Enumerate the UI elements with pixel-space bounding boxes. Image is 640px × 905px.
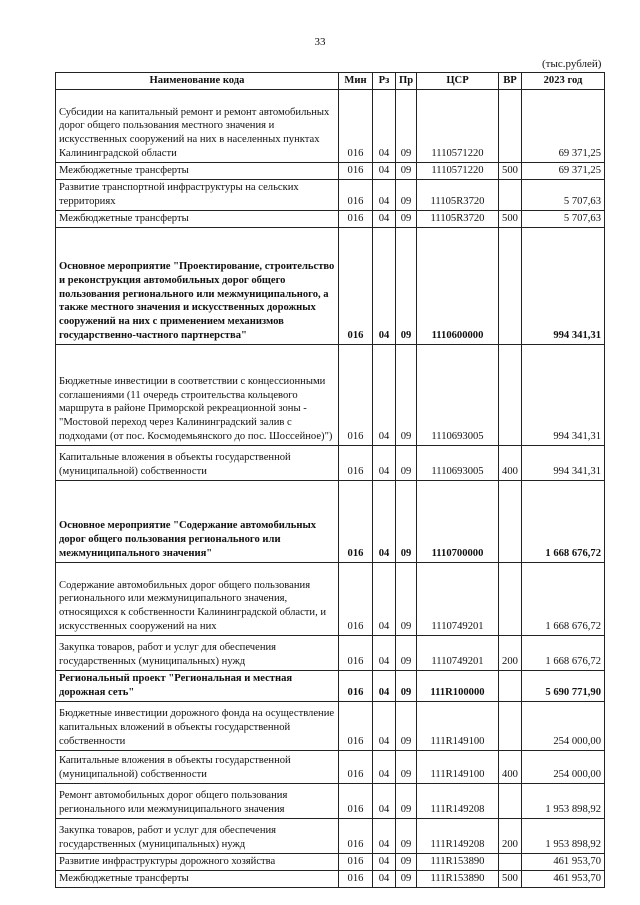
cell-min: 016 bbox=[339, 750, 373, 783]
cell-rz: 04 bbox=[373, 562, 396, 635]
cell-rz: 04 bbox=[373, 670, 396, 701]
cell-vr bbox=[499, 562, 522, 635]
cell-csr: 1110571220 bbox=[417, 162, 499, 179]
cell-vr bbox=[499, 701, 522, 750]
cell-rz: 04 bbox=[373, 344, 396, 445]
cell-amount: 254 000,00 bbox=[522, 750, 605, 783]
cell-min: 016 bbox=[339, 670, 373, 701]
cell-csr: 111R153890 bbox=[417, 870, 499, 887]
cell-csr: 111R149100 bbox=[417, 750, 499, 783]
cell-amount: 1 668 676,72 bbox=[522, 635, 605, 670]
cell-pr: 09 bbox=[396, 480, 417, 562]
cell-amount: 5 707,63 bbox=[522, 179, 605, 210]
cell-vr bbox=[499, 783, 522, 818]
cell-min: 016 bbox=[339, 480, 373, 562]
cell-pr: 09 bbox=[396, 89, 417, 162]
cell-vr bbox=[499, 670, 522, 701]
cell-csr: 1110600000 bbox=[417, 227, 499, 344]
cell-name: Основное мероприятие "Проектирование, строительство и реконструкция автомобильных дорог общего пользования регионального или межмуниципального, а также местного значения и искусственных дорожных сооружений на них с применением механизмов государственно-частного партнерства" bbox=[56, 227, 339, 344]
cell-rz: 04 bbox=[373, 480, 396, 562]
cell-pr: 09 bbox=[396, 562, 417, 635]
cell-pr: 09 bbox=[396, 227, 417, 344]
cell-name: Капитальные вложения в объекты государственной (муниципальной) собственности bbox=[56, 445, 339, 480]
units-label: (тыс.рублей) bbox=[542, 58, 602, 70]
cell-name: Капитальные вложения в объекты государственной (муниципальной) собственности bbox=[56, 750, 339, 783]
cell-vr: 500 bbox=[499, 210, 522, 227]
table-header-row bbox=[56, 73, 605, 90]
cell-rz: 04 bbox=[373, 179, 396, 210]
cell-min: 016 bbox=[339, 210, 373, 227]
table-row bbox=[56, 480, 605, 562]
cell-pr: 09 bbox=[396, 179, 417, 210]
cell-amount: 994 341,31 bbox=[522, 445, 605, 480]
cell-csr: 1110749201 bbox=[417, 562, 499, 635]
cell-amount: 1 668 676,72 bbox=[522, 480, 605, 562]
table-row bbox=[56, 445, 605, 480]
cell-csr: 111R149208 bbox=[417, 818, 499, 853]
cell-rz: 04 bbox=[373, 635, 396, 670]
cell-vr: 200 bbox=[499, 818, 522, 853]
cell-vr bbox=[499, 179, 522, 210]
cell-pr: 09 bbox=[396, 870, 417, 887]
cell-rz: 04 bbox=[373, 210, 396, 227]
cell-pr: 09 bbox=[396, 670, 417, 701]
cell-vr: 500 bbox=[499, 870, 522, 887]
cell-vr: 500 bbox=[499, 162, 522, 179]
cell-name: Бюджетные инвестиции в соответствии с концессионными соглашениями (11 очередь строительства кольцевого маршрута в районе Приморской рекреационной зоны - "Мостовой переход через Калининградский залив с подходами (от пос. Космодемьянского до пос. Шоссейное)") bbox=[56, 344, 339, 445]
cell-min: 016 bbox=[339, 344, 373, 445]
cell-amount: 69 371,25 bbox=[522, 89, 605, 162]
page-number: 33 bbox=[314, 36, 326, 48]
cell-pr: 09 bbox=[396, 818, 417, 853]
cell-name: Межбюджетные трансферты bbox=[56, 162, 339, 179]
cell-min: 016 bbox=[339, 818, 373, 853]
cell-name: Закупка товаров, работ и услуг для обеспечения государственных (муниципальных) нужд bbox=[56, 635, 339, 670]
cell-rz: 04 bbox=[373, 89, 396, 162]
header-pr: Пр bbox=[396, 73, 417, 90]
table-row bbox=[56, 635, 605, 670]
cell-amount: 5 707,63 bbox=[522, 210, 605, 227]
cell-vr bbox=[499, 480, 522, 562]
cell-name: Субсидии на капитальный ремонт и ремонт автомобильных дорог общего пользования местного значения и искусственных сооружений на них в населенных пунктах Калининградской области bbox=[56, 89, 339, 162]
cell-rz: 04 bbox=[373, 750, 396, 783]
cell-pr: 09 bbox=[396, 344, 417, 445]
cell-pr: 09 bbox=[396, 445, 417, 480]
cell-min: 016 bbox=[339, 853, 373, 870]
cell-csr: 111R149208 bbox=[417, 783, 499, 818]
cell-name: Содержание автомобильных дорог общего пользования регионального или межмуниципального значения, относящихся к собственности Калининградской области, и искусственных сооружений на них bbox=[56, 562, 339, 635]
cell-pr: 09 bbox=[396, 783, 417, 818]
cell-csr: 111R149100 bbox=[417, 701, 499, 750]
cell-rz: 04 bbox=[373, 870, 396, 887]
cell-csr: 111R153890 bbox=[417, 853, 499, 870]
cell-name: Развитие инфраструктуры дорожного хозяйства bbox=[56, 853, 339, 870]
cell-name: Ремонт автомобильных дорог общего пользования регионального или межмуниципального значения bbox=[56, 783, 339, 818]
cell-csr: 11105R3720 bbox=[417, 179, 499, 210]
cell-name: Межбюджетные трансферты bbox=[56, 870, 339, 887]
cell-amount: 69 371,25 bbox=[522, 162, 605, 179]
cell-vr bbox=[499, 89, 522, 162]
cell-pr: 09 bbox=[396, 162, 417, 179]
cell-amount: 1 953 898,92 bbox=[522, 818, 605, 853]
cell-amount: 461 953,70 bbox=[522, 870, 605, 887]
cell-name: Развитие транспортной инфраструктуры на сельских территориях bbox=[56, 179, 339, 210]
cell-name: Закупка товаров, работ и услуг для обеспечения государственных (муниципальных) нужд bbox=[56, 818, 339, 853]
cell-pr: 09 bbox=[396, 635, 417, 670]
cell-csr: 1110749201 bbox=[417, 635, 499, 670]
cell-min: 016 bbox=[339, 227, 373, 344]
cell-csr: 111R100000 bbox=[417, 670, 499, 701]
cell-csr: 1110571220 bbox=[417, 89, 499, 162]
cell-min: 016 bbox=[339, 870, 373, 887]
table-row bbox=[56, 562, 605, 635]
table-row bbox=[56, 783, 605, 818]
cell-name: Межбюджетные трансферты bbox=[56, 210, 339, 227]
cell-amount: 1 668 676,72 bbox=[522, 562, 605, 635]
cell-min: 016 bbox=[339, 635, 373, 670]
cell-min: 016 bbox=[339, 89, 373, 162]
cell-min: 016 bbox=[339, 445, 373, 480]
cell-pr: 09 bbox=[396, 853, 417, 870]
table-row bbox=[56, 701, 605, 750]
cell-rz: 04 bbox=[373, 162, 396, 179]
cell-amount: 254 000,00 bbox=[522, 701, 605, 750]
cell-vr bbox=[499, 853, 522, 870]
cell-amount: 994 341,31 bbox=[522, 344, 605, 445]
table-row bbox=[56, 227, 605, 344]
cell-amount: 461 953,70 bbox=[522, 853, 605, 870]
cell-name: Бюджетные инвестиции дорожного фонда на осуществление капитальных вложений в объекты государственной собственности bbox=[56, 701, 339, 750]
cell-csr: 1110700000 bbox=[417, 480, 499, 562]
cell-pr: 09 bbox=[396, 750, 417, 783]
cell-vr bbox=[499, 344, 522, 445]
cell-rz: 04 bbox=[373, 701, 396, 750]
table-row bbox=[56, 870, 605, 887]
table-row bbox=[56, 162, 605, 179]
cell-vr: 400 bbox=[499, 750, 522, 783]
cell-csr: 1110693005 bbox=[417, 445, 499, 480]
header-csr: ЦСР bbox=[417, 73, 499, 90]
budget-table bbox=[55, 72, 605, 888]
table-row bbox=[56, 179, 605, 210]
cell-min: 016 bbox=[339, 701, 373, 750]
cell-amount: 1 953 898,92 bbox=[522, 783, 605, 818]
table-row bbox=[56, 750, 605, 783]
table-row bbox=[56, 344, 605, 445]
table-row bbox=[56, 853, 605, 870]
cell-pr: 09 bbox=[396, 701, 417, 750]
header-name: Наименование кода bbox=[56, 73, 339, 90]
cell-vr: 200 bbox=[499, 635, 522, 670]
cell-rz: 04 bbox=[373, 853, 396, 870]
header-amount: 2023 год bbox=[522, 73, 605, 90]
header-vr: ВР bbox=[499, 73, 522, 90]
header-min: Мин bbox=[339, 73, 373, 90]
cell-min: 016 bbox=[339, 179, 373, 210]
table-row bbox=[56, 818, 605, 853]
header-rz: Рз bbox=[373, 73, 396, 90]
cell-rz: 04 bbox=[373, 783, 396, 818]
cell-csr: 1110693005 bbox=[417, 344, 499, 445]
cell-min: 016 bbox=[339, 783, 373, 818]
cell-vr bbox=[499, 227, 522, 344]
table-row bbox=[56, 89, 605, 162]
cell-csr: 11105R3720 bbox=[417, 210, 499, 227]
cell-amount: 5 690 771,90 bbox=[522, 670, 605, 701]
cell-min: 016 bbox=[339, 162, 373, 179]
cell-min: 016 bbox=[339, 562, 373, 635]
table-row bbox=[56, 670, 605, 701]
cell-name: Региональный проект "Региональная и местная дорожная сеть" bbox=[56, 670, 339, 701]
cell-vr: 400 bbox=[499, 445, 522, 480]
cell-rz: 04 bbox=[373, 445, 396, 480]
cell-amount: 994 341,31 bbox=[522, 227, 605, 344]
cell-pr: 09 bbox=[396, 210, 417, 227]
cell-name: Основное мероприятие "Содержание автомобильных дорог общего пользования регионального или межмуниципального значения" bbox=[56, 480, 339, 562]
cell-rz: 04 bbox=[373, 227, 396, 344]
cell-rz: 04 bbox=[373, 818, 396, 853]
table-row bbox=[56, 210, 605, 227]
